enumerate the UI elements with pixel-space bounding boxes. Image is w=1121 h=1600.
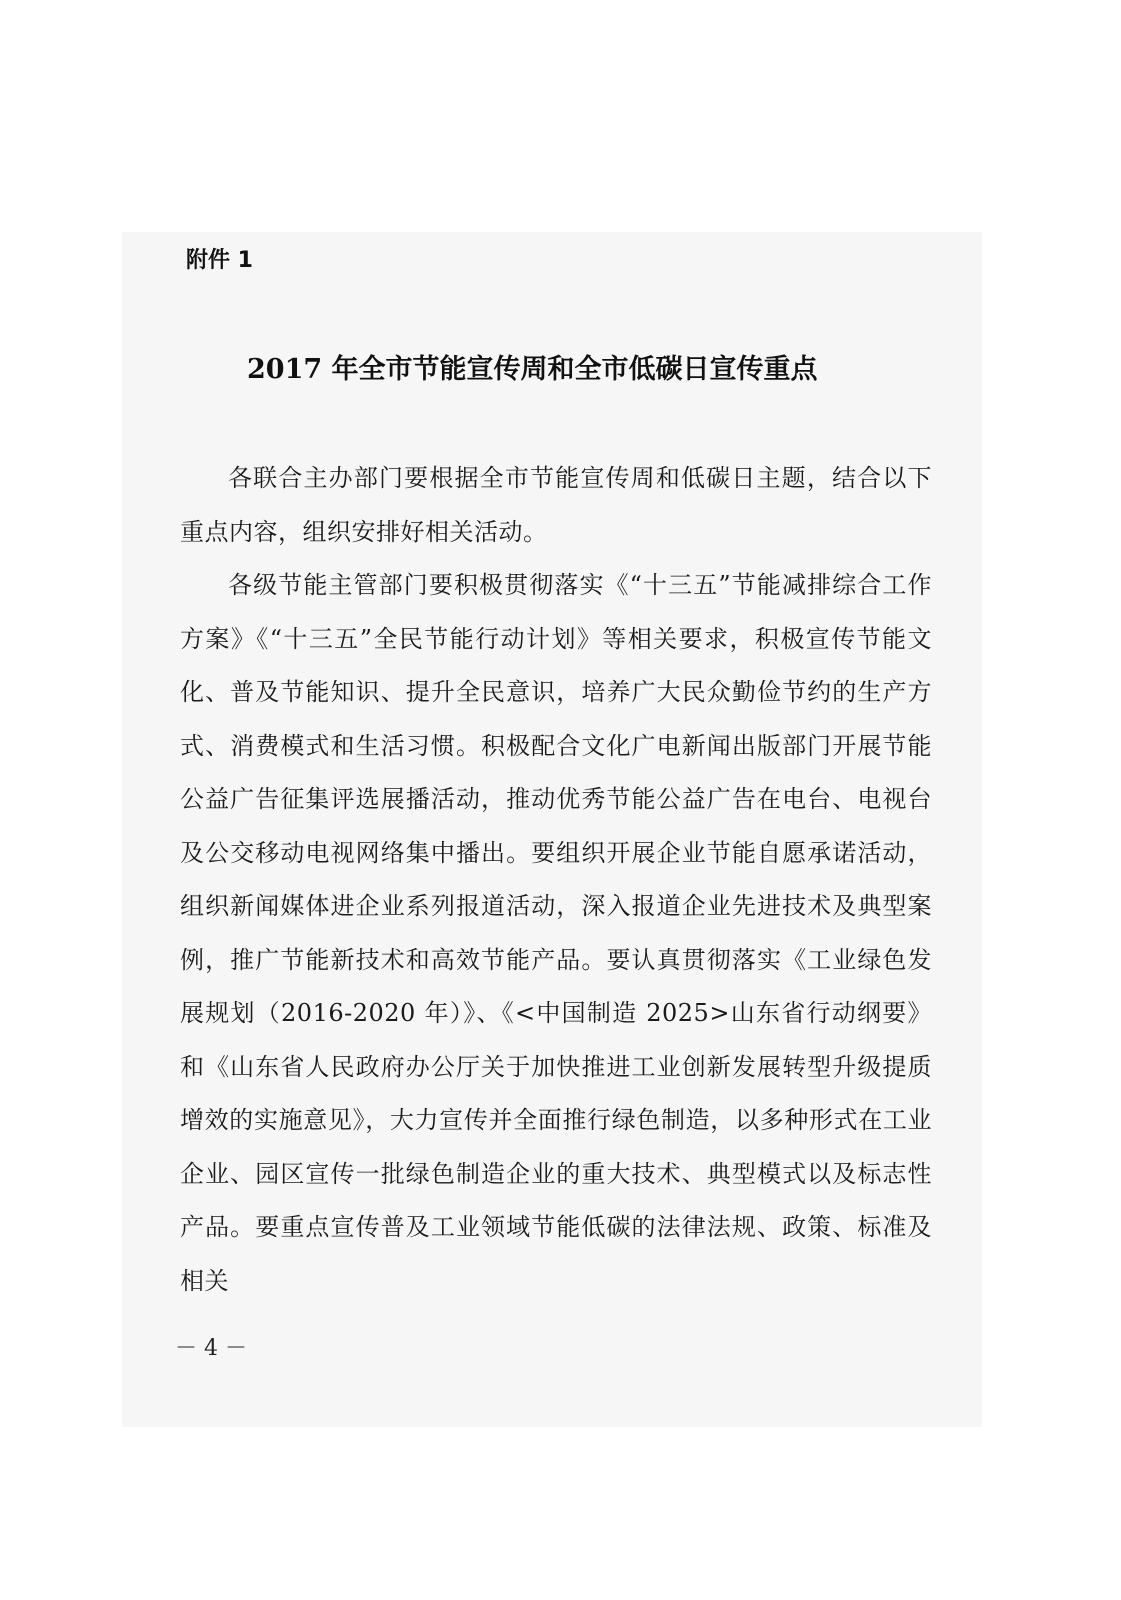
document-title: 2017 年全市节能宣传周和全市低碳日宣传重点 xyxy=(247,354,818,385)
document-body xyxy=(180,452,932,1308)
attachment-label: 附件 1 xyxy=(186,248,253,273)
paragraph-main: 各级节能主管部门要积极贯彻落实《“十三五”节能减排综合工作方案》《“十三五”全民节能行动计划》等相关要求，积极宣传节能文化、普及节能知识、提升全民意识，培养广大民众勤俭节约的生产方式、消费模式和生活习惯。积极配合文化广电新闻出版部门开展节能公益广告征集评选展播活动，推动优秀节能公益广告在电台、电视台及公交移动电视网络集中播出。要组织开展企业节能自愿承诺活动，组织新闻媒体进企业系列报道活动，深入报道企业先进技术及典型案例，推广节能新技术和高效节能产品。要认真贯彻落实《工业绿色发展规划（2016-2020 年）》、《<中国制造 2025>山东省行动纲要》和《山东省人民政府办公厅关于加快推进工业创新发展转型升级提质增效的实施意见》，大力宣传并全面推行绿色制造，以多种形式在工业企业、园区宣传一批绿色制造企业的重大技术、典型模式以及标志性产品。要重点宣传普及工业领域节能低碳的法律法规、政策、标准及相关 xyxy=(180,571,932,1295)
paragraph-intro: 各联合主办部门要根据全市节能宣传周和低碳日主题，结合以下重点内容，组织安排好相关活动。 xyxy=(180,464,932,546)
page-number: － 4 － xyxy=(175,1336,247,1361)
